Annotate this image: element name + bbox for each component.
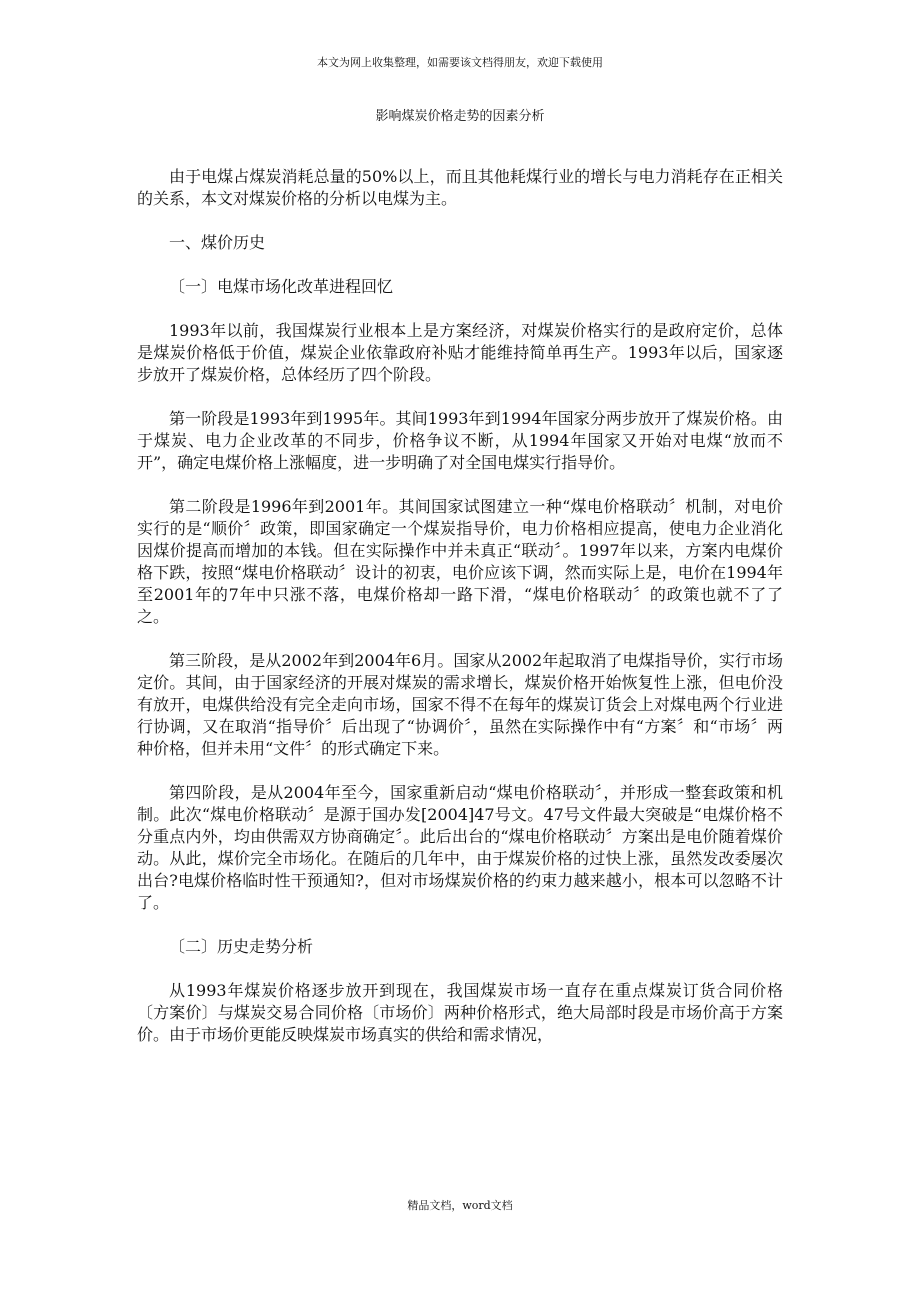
page-header-note: 本文为网上收集整理，如需要该文档得朋友，欢迎下载使用 [317,56,603,69]
section-heading-price-history: 一、煤价历史 [169,233,266,252]
paragraph-stage-three: 第三阶段，是从2002年到2004年6月。国家从2002年起取消了电煤指导价，实行市场定价。其间，由于国家经济的开展对煤炭的需求增长，煤炭价格开始恢复性上涨，但电价没有放开，电煤供给没有完全走向市场，国家不得不在每年的煤炭订货会上对煤电两个行业进行协调，又在取消“指导价〞后出现了“协调价〞，虽然在实际操作中有“方案〞和“市场〞两种价格，但并未用“文件〞的形式确定下来。 [137,651,783,758]
paragraph-stage-four: 第四阶段，是从2004年至今，国家重新启动“煤电价格联动〞，并形成一整套政策和机制。此次“煤电价格联动〞是源于国办发[2004]47号文。47号文件最大突破是“电煤价格不分重点内外，均由供需双方协商确定〞。此后出台的“煤电价格联动〞方案出是电价随着煤价动。从此，煤价完全市场化。在随后的几年中，由于煤炭价格的过快上涨，虽然发改委屡次出台?电煤价格临时性干预通知?，但对市场煤炭价格的约束力越来越小，根本可以忽略不计了。 [137,783,783,912]
paragraph-stage-two: 第二阶段是1996年到2001年。其间国家试图建立一种“煤电价格联动〞机制，对电价实行的是“顺价〞政策，即国家确定一个煤炭指导价，电力价格相应提高，使电力企业消化因煤价提高而增加的本钱。但在实际操作中并未真正“联动〞。1997年以来，方案内电煤价格下跌，按照“煤电价格联动〞设计的初衷，电价应该下调，然而实际上是，电价在1994年至2001年的7年中只涨不落，电煤价格却一路下滑，“煤电价格联动〞的政策也就不了了之。 [137,497,783,626]
paragraph-pre-1993: 1993年以前，我国煤炭行业根本上是方案经济，对煤炭价格实行的是政府定价，总体是煤炭价格低于价值，煤炭企业依靠政府补贴才能维持简单再生产。1993年以后，国家逐步放开了煤炭价格，总体经历了四个阶段。 [137,321,783,384]
paragraph-trend-analysis: 从1993年煤炭价格逐步放开到现在，我国煤炭市场一直存在重点煤炭订货合同价格〔方案价〕与煤炭交易合同价格〔市场价〕两种价格形式，绝大局部时段是市场价高于方案价。由于市场价更能反映煤炭市场真实的供给和需求情况， [137,981,783,1044]
paragraph-stage-one: 第一阶段是1993年到1995年。其间1993年到1994年国家分两步放开了煤炭价格。由于煤炭、电力企业改革的不同步，价格争议不断，从1994年国家又开始对电煤“放而不开”，确定电煤价格上涨幅度，进一步明确了对全国电煤实行指导价。 [137,409,783,472]
document-title: 影响煤炭价格走势的因素分析 [375,109,545,124]
subsection-heading-trend-analysis: 〔二〕历史走势分析 [169,937,314,956]
page-footer-note: 精品文档，word文档 [407,1199,513,1212]
paragraph-intro: 由于电煤占煤炭消耗总量的50%以上，而且其他耗煤行业的增长与电力消耗存在正相关的关系，本文对煤炭价格的分析以电煤为主。 [137,167,783,208]
document-body [137,166,783,1068]
subsection-heading-reform-review: 〔一〕电煤市场化改革进程回忆 [169,277,394,296]
